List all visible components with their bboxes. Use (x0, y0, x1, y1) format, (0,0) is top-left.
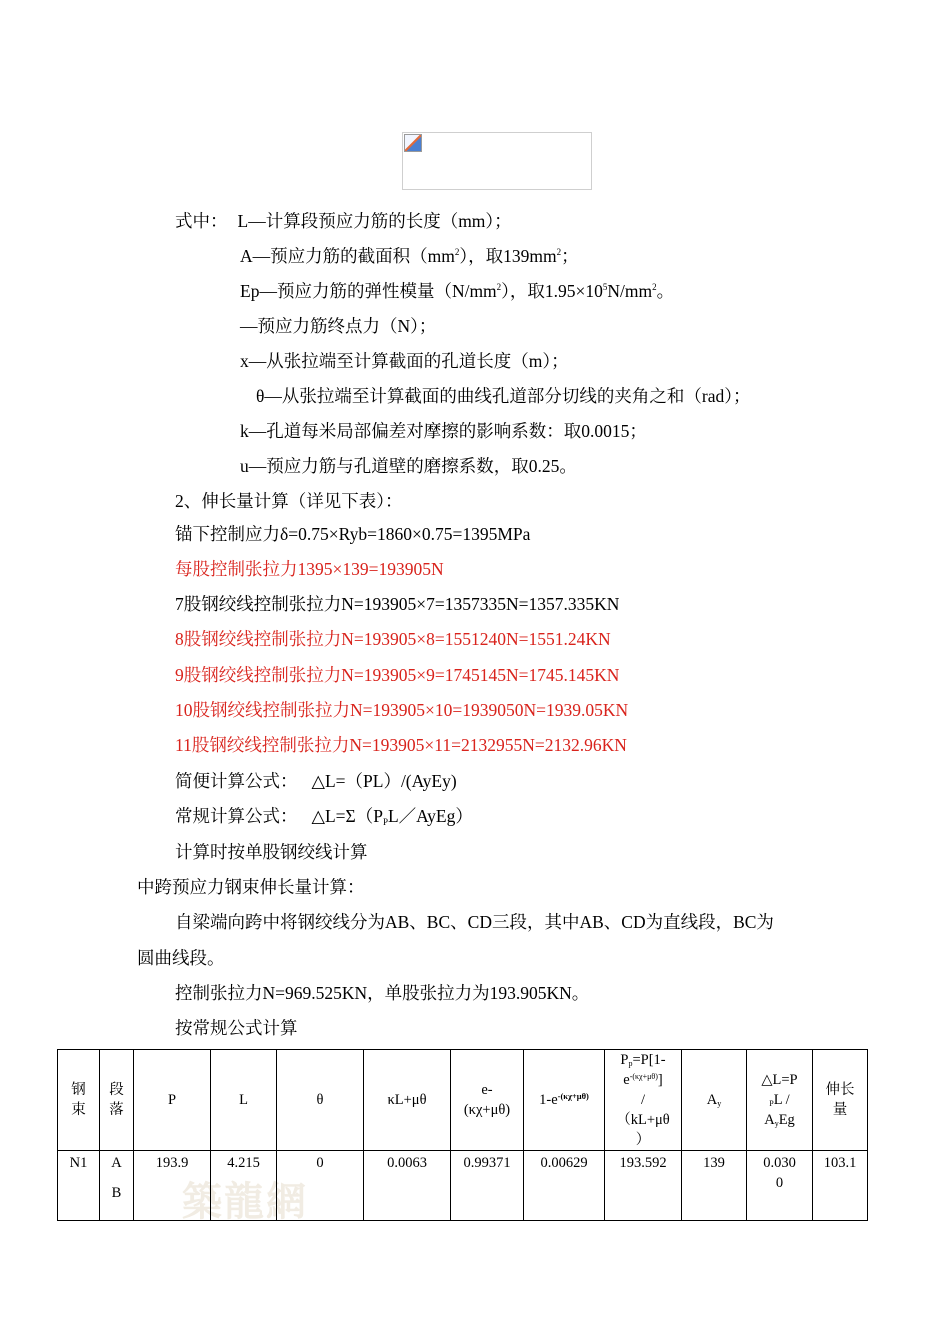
cell-pp: 193.592 (605, 1151, 682, 1221)
cell-theta: 0 (277, 1151, 364, 1221)
midspan-tension: 控制张拉力N=969.525KN，单股张拉力为193.905KN。 (175, 983, 590, 1003)
cell-P: 193.9 (134, 1151, 211, 1221)
header-P: P (134, 1050, 211, 1151)
tension-11-strand: 11股钢绞线控制张拉力N=193905×11=2132955N=2132.96KN (175, 735, 627, 755)
definition-intro-line (175, 209, 512, 233)
header-e: e- (κχ+μθ) (451, 1050, 524, 1151)
definition-theta: θ—从张拉端至计算截面的曲线孔道部分切线的夹角之和（rad）； (256, 386, 751, 406)
regular-formula-label: 常规计算公式： (175, 806, 298, 826)
per-strand-tension: 每股控制张拉力1395×139=193905N (175, 559, 444, 579)
tension-10-strand: 10股钢绞线控制张拉力N=193905×10=1939050N=1939.05KN (175, 700, 629, 720)
cell-e: 0.99371 (451, 1151, 524, 1221)
header-ay: Ay (682, 1050, 747, 1151)
tension-9-strand: 9股钢绞线控制张拉力N=193905×9=1745145N=1745.145KN (175, 665, 620, 685)
calc-heading: 2、伸长量计算（详见下表）： (175, 491, 403, 511)
single-strand-note: 计算时按单股钢绞线计算 (175, 842, 368, 862)
formula-image-placeholder (402, 132, 592, 190)
regular-formula-line: 常规计算公式： $\triangle L=\Sigma(P_PL/AyEg)$ (175, 806, 473, 827)
anchor-stress-line: 锚下控制应力δ=0.75×Ryb=1860×0.75=1395MPa (175, 524, 531, 544)
header-kl: κL+μθ (364, 1050, 451, 1151)
definition-x: x—从张拉端至计算截面的孔道长度（m）； (240, 351, 569, 371)
definition-Ep: Ep—预应力筋的弹性模量$(N/mm^2)$，取$1.95\times 10^5N/mm^2$。 (240, 281, 675, 301)
header-delta-l: △L=P PL / AyEg (747, 1050, 813, 1151)
definition-k: k—孔道每米局部偏差对摩擦的影响系数：取0.0015； (240, 421, 647, 441)
header-segment: 段 落 (100, 1050, 134, 1151)
midspan-method: 按常规公式计算 (175, 1018, 298, 1038)
tension-7-strand: 7股钢绞线控制张拉力N=193905×7=1357335N=1357.335KN (175, 594, 620, 614)
header-one-minus-e: $1-e^{-(\kappa\chi+\mu\theta)}$ (524, 1050, 605, 1151)
table-header-row (58, 1050, 868, 1151)
header-bundle: 钢 束 (58, 1050, 100, 1151)
header-L: L (211, 1050, 277, 1151)
midspan-paragraph-line2: 圆曲线段。 (137, 948, 225, 968)
simple-formula-line (175, 769, 457, 793)
cell-L: 4.215 (211, 1151, 277, 1221)
cell-one-minus-e: 0.00629 (524, 1151, 605, 1221)
cell-bundle: N1 (58, 1151, 100, 1221)
simple-formula: △L=（PL）/(AyEy) (311, 771, 457, 791)
header-extension: 伸长 量 (813, 1050, 868, 1151)
definition-intro: 式中： (175, 211, 228, 231)
cell-ay: 139 (682, 1151, 747, 1221)
definition-A: A—预应力筋的截面积$(mm^2)$，取$139mm^2$； (240, 246, 579, 266)
midspan-paragraph-line1: 自梁端向跨中将钢绞线分为AB、BC、CD三段，其中AB、CD为直线段，BC为 (175, 912, 774, 932)
definition-P: —预应力筋终点力（N）； (240, 316, 437, 336)
header-theta: θ (277, 1050, 364, 1151)
cell-segment: A B (100, 1151, 134, 1221)
simple-formula-label: 简便计算公式： (175, 771, 298, 791)
elongation-table (57, 1049, 868, 1221)
tension-8-strand: 8股钢绞线控制张拉力N=193905×8=1551240N=1551.24KN (175, 629, 611, 649)
broken-image-icon (404, 134, 422, 152)
cell-extension: 103.1 (813, 1151, 868, 1221)
cell-kl: 0.0063 (364, 1151, 451, 1221)
table-row (58, 1151, 868, 1221)
watermark: 築龍網 (182, 1179, 308, 1224)
cell-delta-l: 0.030 0 (747, 1151, 813, 1221)
header-pp: Pp=P[1- $e^{-(\kappa\chi+\mu\theta)}$] / （kL+μθ ） (605, 1050, 682, 1151)
midspan-title: 中跨预应力钢束伸长量计算： (137, 877, 365, 897)
definition-L: L—计算段预应力筋的长度（mm）； (237, 211, 512, 231)
definition-u: u—预应力筋与孔道壁的磨擦系数，取0.25。 (240, 456, 577, 476)
